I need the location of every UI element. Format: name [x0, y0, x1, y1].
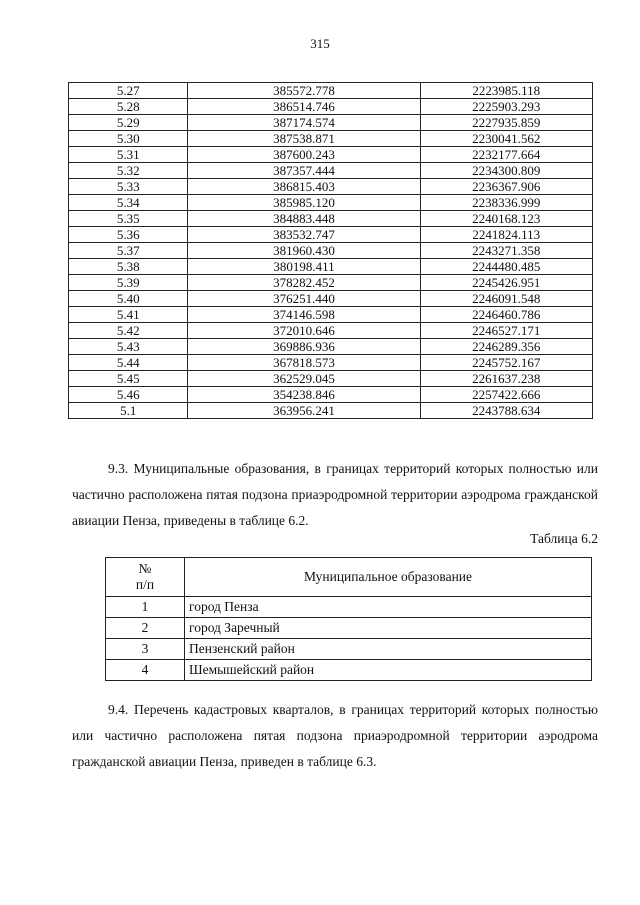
y-coordinate: 2238336.999: [420, 195, 592, 211]
table-row: [69, 387, 593, 403]
point-number: 5.38: [69, 259, 188, 275]
x-coordinate: 385572.778: [188, 83, 420, 99]
table-row: [69, 323, 593, 339]
table-row: [69, 339, 593, 355]
point-number: 5.40: [69, 291, 188, 307]
table-row: [69, 99, 593, 115]
municipality-name: город Заречный: [185, 618, 592, 639]
table-6-2-caption: Таблица 6.2: [530, 531, 598, 546]
header-number-sign: №: [138, 561, 152, 576]
x-coordinate: 386815.403: [188, 179, 420, 195]
y-coordinate: 2257422.666: [420, 387, 592, 403]
y-coordinate: 2243271.358: [420, 243, 592, 259]
page-number: 315: [310, 36, 330, 51]
x-coordinate: 378282.452: [188, 275, 420, 291]
y-coordinate: 2225903.293: [420, 99, 592, 115]
point-number: 5.32: [69, 163, 188, 179]
x-coordinate: 387357.444: [188, 163, 420, 179]
x-coordinate: 383532.747: [188, 227, 420, 243]
y-coordinate: 2230041.562: [420, 131, 592, 147]
municipality-name: Шемышейский район: [185, 660, 592, 681]
x-coordinate: 381960.430: [188, 243, 420, 259]
table-row: [69, 275, 593, 291]
x-coordinate: 354238.846: [188, 387, 420, 403]
table-row: [69, 131, 593, 147]
point-number: 5.45: [69, 371, 188, 387]
table-row: [106, 660, 592, 681]
municipality-number: 1: [106, 597, 185, 618]
header-municipality: Муниципальное образование: [185, 558, 592, 597]
y-coordinate: 2245426.951: [420, 275, 592, 291]
table-row: [69, 179, 593, 195]
point-number: 5.42: [69, 323, 188, 339]
table-row: [69, 403, 593, 419]
paragraph-9-4: [72, 697, 598, 775]
municipalities-table: [105, 557, 592, 681]
point-number: 5.34: [69, 195, 188, 211]
x-coordinate: 363956.241: [188, 403, 420, 419]
table-row: [69, 227, 593, 243]
point-number: 5.27: [69, 83, 188, 99]
y-coordinate: 2246091.548: [420, 291, 592, 307]
x-coordinate: 385985.120: [188, 195, 420, 211]
point-number: 5.36: [69, 227, 188, 243]
y-coordinate: 2232177.664: [420, 147, 592, 163]
point-number: 5.46: [69, 387, 188, 403]
point-number: 5.33: [69, 179, 188, 195]
x-coordinate: 367818.573: [188, 355, 420, 371]
point-number: 5.37: [69, 243, 188, 259]
point-number: 5.29: [69, 115, 188, 131]
table-row: [69, 195, 593, 211]
municipality-number: 3: [106, 639, 185, 660]
point-number: 5.31: [69, 147, 188, 163]
x-coordinate: 380198.411: [188, 259, 420, 275]
x-coordinate: 387538.871: [188, 131, 420, 147]
y-coordinate: 2241824.113: [420, 227, 592, 243]
coordinates-table-body: [69, 83, 593, 419]
table-row: [69, 259, 593, 275]
y-coordinate: 2240168.123: [420, 211, 592, 227]
municipality-name: Пензенский район: [185, 639, 592, 660]
coordinates-table: [68, 82, 593, 419]
y-coordinate: 2234300.809: [420, 163, 592, 179]
point-number: 5.28: [69, 99, 188, 115]
x-coordinate: 387174.574: [188, 115, 420, 131]
x-coordinate: 374146.598: [188, 307, 420, 323]
point-number: 5.35: [69, 211, 188, 227]
municipality-number: 2: [106, 618, 185, 639]
point-number: 5.39: [69, 275, 188, 291]
point-number: 5.41: [69, 307, 188, 323]
x-coordinate: 386514.746: [188, 99, 420, 115]
table-row: [69, 243, 593, 259]
table-row: [69, 83, 593, 99]
y-coordinate: 2243788.634: [420, 403, 592, 419]
point-number: 5.1: [69, 403, 188, 419]
table-row: [69, 291, 593, 307]
y-coordinate: 2246460.786: [420, 307, 592, 323]
point-number: 5.30: [69, 131, 188, 147]
x-coordinate: 376251.440: [188, 291, 420, 307]
y-coordinate: 2236367.906: [420, 179, 592, 195]
paragraph-9-4-text: 9.4. Перечень кадастровых кварталов, в границах территорий которых полностью или частично расположена пятая подзона приаэродромной территории аэродрома гражданской авиации Пенза, приведен в таблице 6.3.: [72, 702, 598, 769]
x-coordinate: 387600.243: [188, 147, 420, 163]
header-number-abbr: п/п: [135, 577, 155, 592]
table-row: [69, 211, 593, 227]
table-row: [69, 163, 593, 179]
table-row: [106, 639, 592, 660]
y-coordinate: 2246527.171: [420, 323, 592, 339]
municipalities-table-body: [106, 597, 592, 681]
y-coordinate: 2261637.238: [420, 371, 592, 387]
table-row: [69, 371, 593, 387]
table-row: [106, 618, 592, 639]
municipality-name: город Пенза: [185, 597, 592, 618]
x-coordinate: 362529.045: [188, 371, 420, 387]
header-number: [106, 558, 185, 597]
y-coordinate: 2245752.167: [420, 355, 592, 371]
x-coordinate: 372010.646: [188, 323, 420, 339]
paragraph-9-3: [72, 456, 598, 534]
x-coordinate: 384883.448: [188, 211, 420, 227]
y-coordinate: 2227935.859: [420, 115, 592, 131]
table-row: [69, 147, 593, 163]
x-coordinate: 369886.936: [188, 339, 420, 355]
y-coordinate: 2246289.356: [420, 339, 592, 355]
point-number: 5.43: [69, 339, 188, 355]
table-row: [106, 597, 592, 618]
table-row: [69, 355, 593, 371]
table-row: [69, 307, 593, 323]
y-coordinate: 2244480.485: [420, 259, 592, 275]
point-number: 5.44: [69, 355, 188, 371]
municipality-number: 4: [106, 660, 185, 681]
table-row: [69, 115, 593, 131]
y-coordinate: 2223985.118: [420, 83, 592, 99]
paragraph-9-3-text: 9.3. Муниципальные образования, в границах территорий которых полностью или частично расположена пятая подзона приаэродромной территории аэродрома гражданской авиации Пенза, приведены в таблице 6.2.: [72, 461, 598, 528]
municipalities-table-header: [106, 558, 592, 597]
